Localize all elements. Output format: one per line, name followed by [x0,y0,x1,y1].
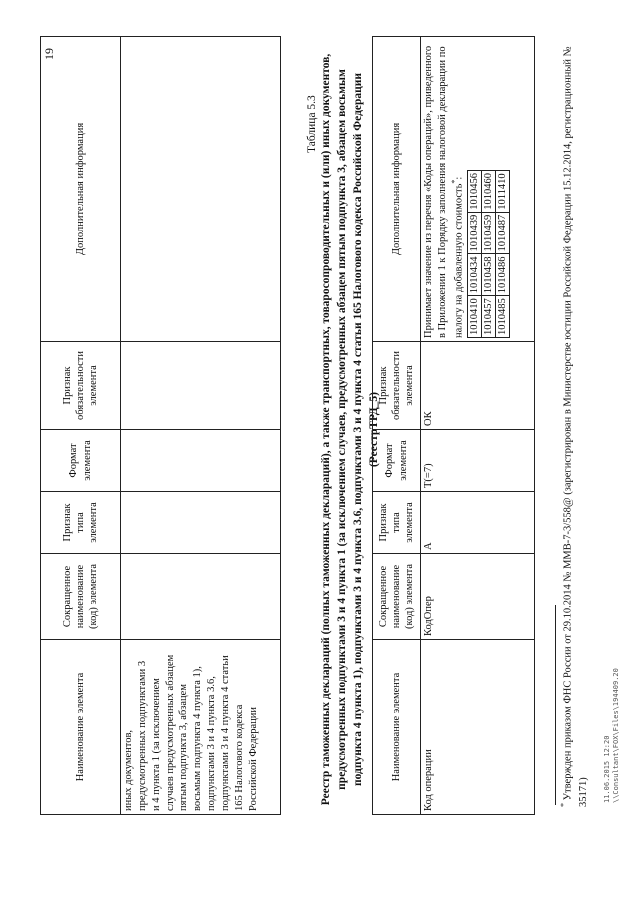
header-element-format: Формат элемента [41,430,121,492]
footnote [558,17,591,807]
stamp-line: 11.06.2015 12:20 [603,735,611,803]
cell-element-type: А [421,492,535,554]
name-line: подпунктами 3 и 4 пункта 3.6, [206,676,218,811]
header-element-type: Признак типа элемента [373,492,421,554]
header-additional-info: Дополнительная информация [41,37,121,342]
codes-row [496,171,510,338]
cell-element-code: КодОпер [421,554,535,640]
cell-additional-info [121,37,281,342]
cell-element-format: T(=7) [421,430,535,492]
cell-element-name: Код операции [421,640,535,815]
header-additional-info: Дополнительная информация [373,37,421,342]
cell-additional-info [421,37,535,342]
operation-code: 1010487 [496,212,510,254]
table-registry [372,36,535,815]
operation-code: 1010434 [468,254,482,296]
table-heading: Реестр таможенных деклараций (полных таможенных деклараций), а также транспортных, товаросопроводительных и (или) иных документов, предусмотренных подпунктами 3 и 4 пункта 1 (за исключением случаев, предусмотренных абзацем пятым подпункта 3, абзацем восьмым подпункта 4 пункта 1), подпунктами 3 и 4 пункта 3.6, подпунктами 3 и 4 пункта 4 статьи 165 Налогового кодекса Российской Федерации (РеестрТРД_5) [320,53,380,806]
operation-code: 1010485 [496,296,510,338]
print-stamp [603,668,621,803]
operation-code: 1010439 [468,212,482,254]
name-line: случаев предусмотренных абзацем [164,654,176,811]
header-element-code: Сокращенное наименование (код) элемента [41,554,121,640]
header-element-code: Сокращенное наименование (код) элемента [373,554,421,640]
codes-row [482,171,496,338]
operation-code: 1010458 [482,254,496,296]
name-line: и 4 пункта 1 (за исключением [150,678,162,811]
table-continued [40,36,281,815]
stamp-line: \\Consultant\FOX\Files\194409.20 [612,668,621,803]
name-line: подпунктами 3 и 4 пункта 4 статьи [220,655,232,811]
header-element-required: Признак обязательности элемента [41,342,121,430]
header-element-type: Признак типа элемента [41,492,121,554]
header-element-name: Наименование элемента [373,640,421,815]
cell-element-required [121,342,281,430]
operation-code: 1010460 [482,171,496,213]
operation-codes [467,170,510,338]
name-line: иных документов, [123,729,134,811]
info-suffix: : [453,176,465,180]
footnote-marker: * [559,803,568,807]
table-row [121,37,281,815]
cell-element-required: ОК [421,342,535,430]
page-number: 19 [42,48,56,60]
name-line: предусмотренных подпунктами 3 [136,660,148,811]
info-text: Принимает значение из перечня «Коды операций», приведенного в Приложении 1 к Порядку заполнения налоговой декларации по налогу на добавленную стоимость [423,45,465,338]
operation-code: 1011410 [496,171,510,213]
operation-code: 1010486 [496,254,510,296]
table-caption: Таблица 5.3 [306,95,318,153]
name-line: пятым подпункта 3, абзацем [178,684,190,811]
footnote-divider [555,605,556,805]
cell-element-format [121,430,281,492]
operation-code: 1010410 [468,296,482,338]
header-element-name: Наименование элемента [41,640,121,815]
operation-code: 1010456 [468,171,482,213]
header-element-required: Признак обязательности элемента [373,342,421,430]
operation-code: 1010459 [482,212,496,254]
name-line: 165 Налогового кодекса [233,704,245,811]
codes-row [468,171,482,338]
footnote-marker: * [449,179,459,184]
table-header-row [373,37,421,815]
table-row [421,37,535,815]
cell-element-name [121,640,281,815]
name-line: Российской Федерации [247,707,259,811]
name-line: восьмым подпункта 4 пункта 1), [192,666,204,811]
cell-element-code [121,554,281,640]
cell-element-type [121,492,281,554]
footnote-text: Утвержден приказом ФНС России от 29.10.2014 № ММВ-7-3/558@ (зарегистрирован в Министерстве юстиции Российской Федерации 15.12.2014, регистрационный № 35171) [562,46,589,807]
operation-code: 1010457 [482,296,496,338]
table-header-row [41,37,121,815]
header-element-format: Формат элемента [373,430,421,492]
